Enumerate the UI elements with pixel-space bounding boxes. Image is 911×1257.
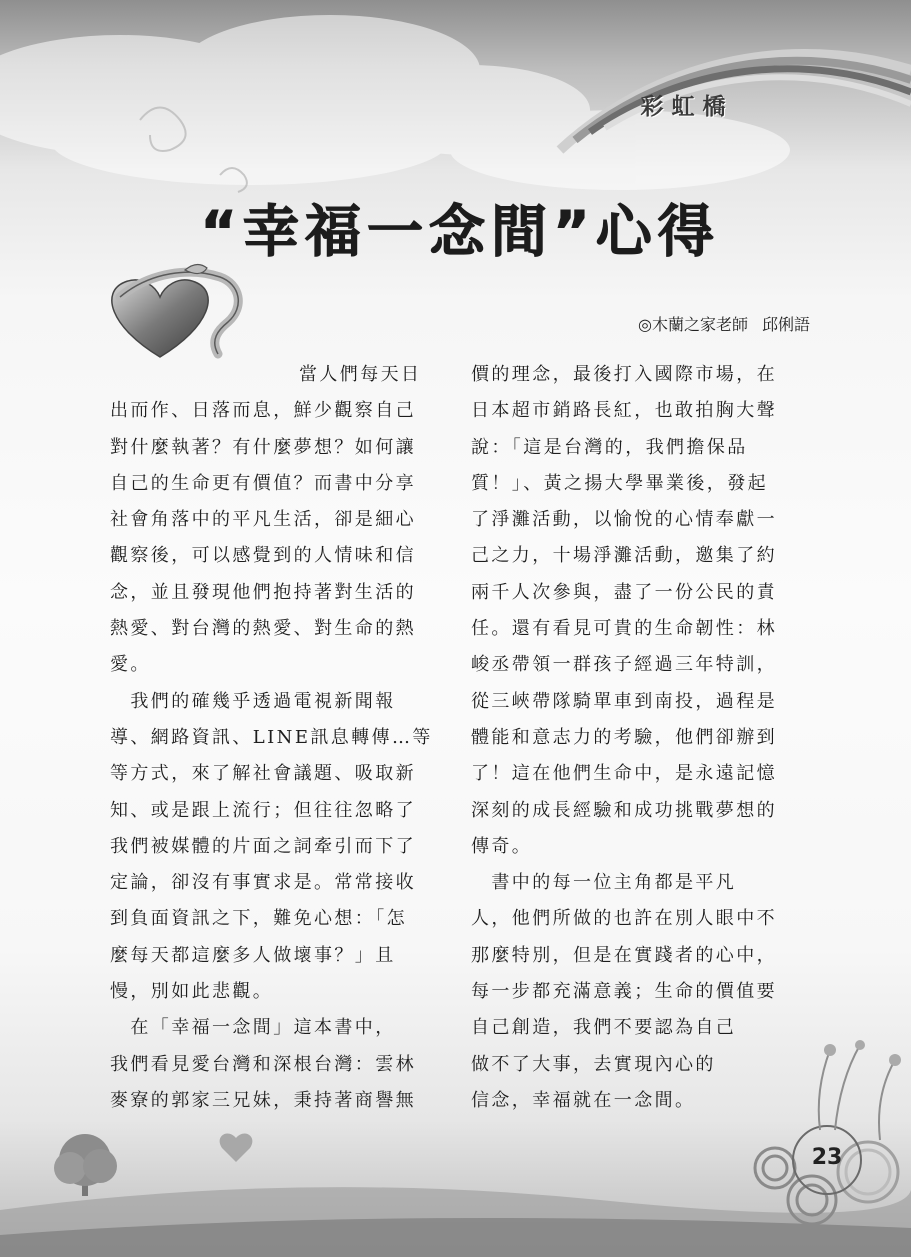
text-line: 傳奇。 <box>471 835 533 857</box>
text-line: 出而作、日落而息，鮮少觀察自己 <box>110 400 416 422</box>
page-title: “幸福一念間”心得 <box>200 200 720 265</box>
text-line: 每一步都充滿意義；生命的價值要 <box>471 981 777 1003</box>
text-line: 從三峽帶隊騎單車到南投，過程是 <box>471 690 777 712</box>
section-tag: 彩虹橋 <box>640 94 734 120</box>
text-line: 麥寮的郭家三兄妹，秉持著商譽無 <box>110 1089 416 1111</box>
text-line: 麼每天都這麼多人做壞事？」且 <box>110 944 396 966</box>
author-organization: ◎木蘭之家老師 <box>638 315 748 334</box>
text-line: 自己的生命更有價值？而書中分享 <box>110 472 416 494</box>
tree-illustration <box>54 1134 117 1196</box>
text-line: 對什麼執著？有什麼夢想？如何讓 <box>110 436 416 458</box>
text-line: 己之力，十場淨灘活動，邀集了約 <box>471 545 777 567</box>
article-column-left <box>110 357 440 1119</box>
author-name: 邱俐語 <box>761 315 810 334</box>
text-line: 深刻的成長經驗和成功挑戰夢想的 <box>471 799 777 821</box>
text-line: 我們被媒體的片面之詞牽引而下了 <box>110 835 416 857</box>
text-line: 了淨灘活動，以愉悅的心情奉獻一 <box>471 509 777 531</box>
text-line: 導、網路資訊、LINE訊息轉傳…等 <box>110 726 433 748</box>
text-line: 日本超市銷路長紅，也敢拍胸大聲 <box>471 400 777 422</box>
text-line: 信念，幸福就在一念間。 <box>471 1089 696 1111</box>
text-line: 人，他們所做的也許在別人眼中不 <box>471 908 777 930</box>
text-line: 峻丞帶領一群孩子經過三年特訓， <box>471 654 777 676</box>
text-line: 兩千人次參與，盡了一份公民的責 <box>471 581 777 603</box>
page-number: 23 <box>811 1145 843 1170</box>
text-line: 說：「這是台灣的，我們擔保品 <box>471 436 748 458</box>
text-line: 價的理念，最後打入國際市場，在 <box>471 364 777 385</box>
text-line: 做不了大事，去實現內心的 <box>471 1053 716 1075</box>
text-line: 等方式，來了解社會議題、吸取新 <box>110 763 416 785</box>
text-line: 我們的確幾乎透過電視新聞報 <box>110 690 396 712</box>
text-line: 到負面資訊之下，難免心想：「怎 <box>110 908 407 930</box>
text-line: 在「幸福一念間」這本書中， <box>110 1017 396 1039</box>
text-line: 任。還有看見可貴的生命韌性：林 <box>471 618 777 640</box>
text-line: 我們看見愛台灣和深根台灣：雲林 <box>110 1053 416 1075</box>
text-line: 當人們每天日 <box>299 364 422 385</box>
text-line: 體能和意志力的考驗，他們卻辦到 <box>471 726 777 748</box>
text-line: 質！」、黃之揚大學畢業後，發起 <box>471 472 768 494</box>
text-line: 觀察後，可以感覺到的人情味和信 <box>110 545 416 567</box>
heart-ribbon-icon <box>100 262 250 367</box>
text-line: 那麼特別，但是在實踐者的心中， <box>471 944 777 966</box>
text-line: 愛。 <box>110 654 151 676</box>
text-line: 書中的每一位主角都是平凡 <box>471 872 737 894</box>
article-column-right <box>471 357 801 1119</box>
text-line: 社會角落中的平凡生活，卻是細心 <box>110 509 416 531</box>
text-line: 定論，卻沒有事實求是。常常接收 <box>110 872 416 894</box>
text-line: 慢，別如此悲觀。 <box>110 981 274 1003</box>
text-line: 了！這在他們生命中，是永遠記憶 <box>471 763 777 785</box>
text-line: 知、或是跟上流行；但往往忽略了 <box>110 799 416 821</box>
text-line: 熱愛、對台灣的熱愛、對生命的熱 <box>110 618 416 640</box>
text-line: 自己創造，我們不要認為自己 <box>471 1017 737 1039</box>
author-byline <box>580 312 810 335</box>
text-line: 念，並且發現他們抱持著對生活的 <box>110 581 416 603</box>
